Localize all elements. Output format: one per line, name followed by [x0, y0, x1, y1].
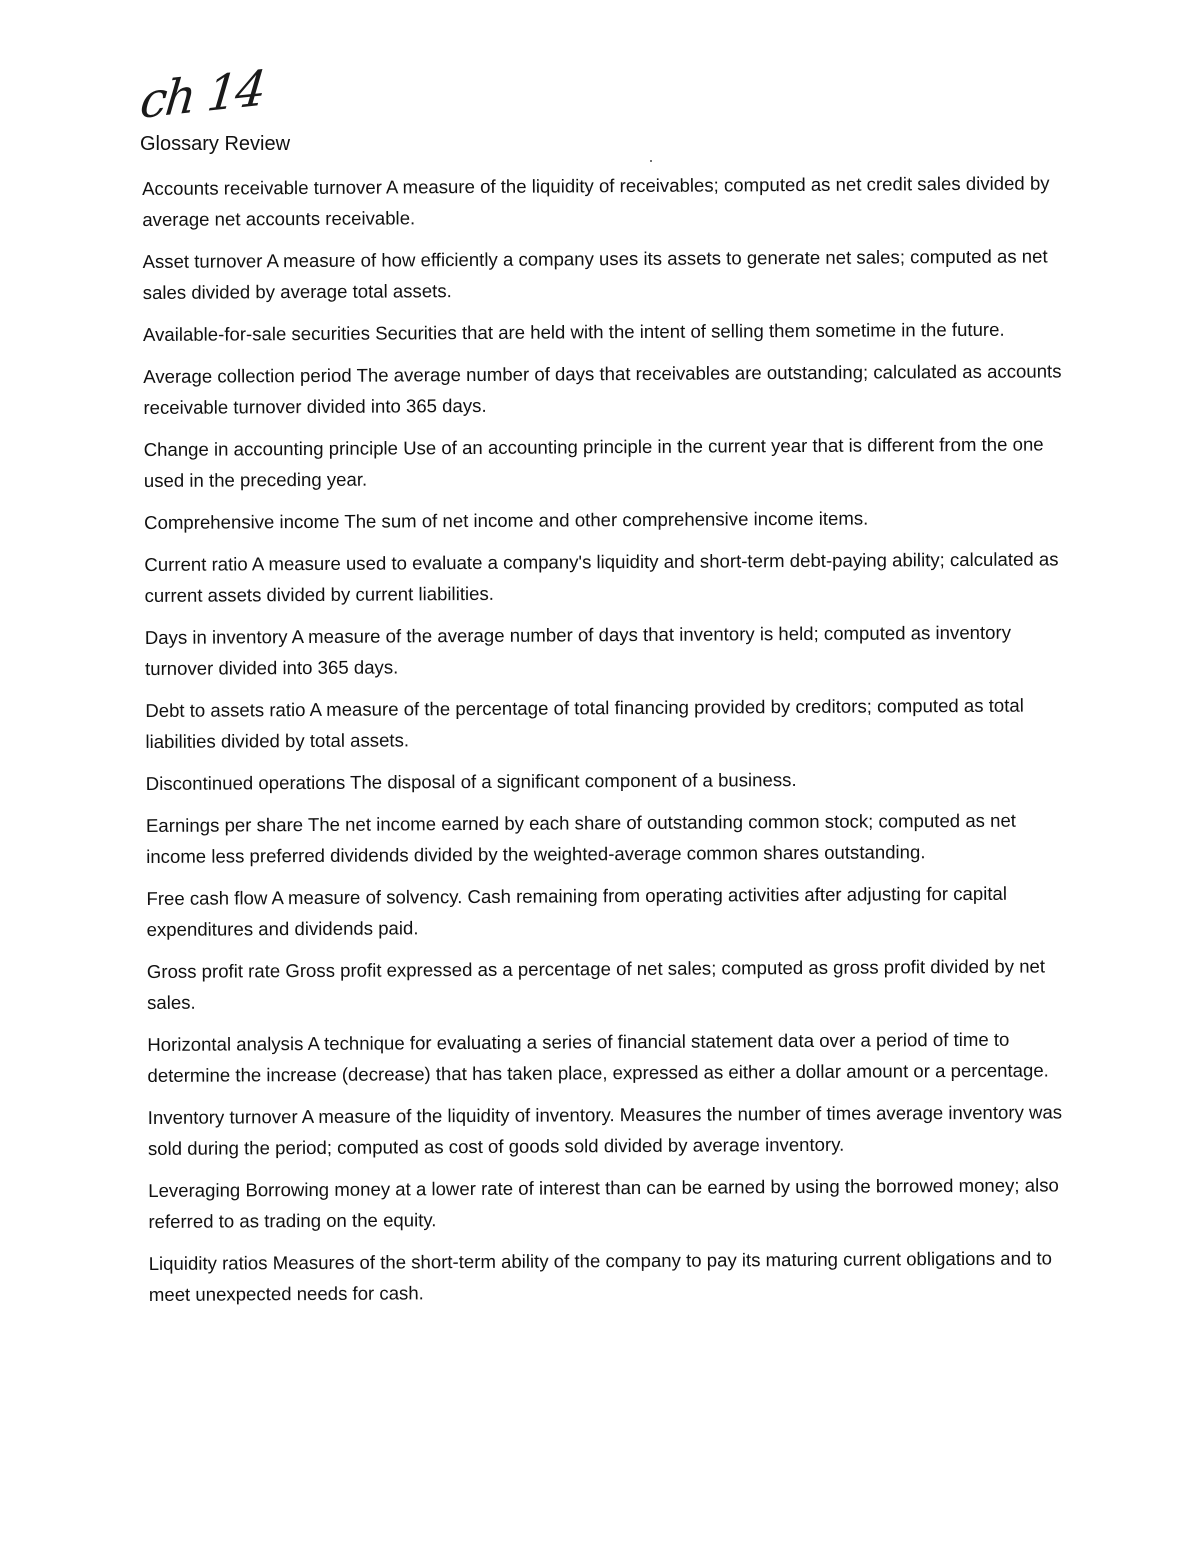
glossary-definition: A measure of the liquidity of receivables; computed as net credit sales divided by average net accounts receivable.: [142, 172, 1050, 230]
glossary-term: Liquidity ratios: [148, 1252, 268, 1274]
glossary-term: Inventory turnover: [147, 1106, 298, 1128]
glossary-definition: A technique for evaluating a series of financial statement data over a period of time to determine the increase (decrease) that has taken place, expressed as either a dollar amount or a percentage.: [147, 1028, 1049, 1086]
glossary-term: Available-for-sale securities: [142, 322, 371, 345]
glossary-definition: The disposal of a significant component of a business.: [350, 769, 797, 793]
glossary-entry: [148, 1096, 1073, 1164]
glossary-definition: The net income earned by each share of outstanding common stock; computed as net income less preferred dividends divided by the weighted-average common shares outstanding.: [146, 809, 1017, 867]
handwritten-chapter-note: ch 14: [137, 60, 268, 131]
glossary-term: Accounts receivable turnover: [142, 176, 382, 199]
glossary-term: Debt to assets ratio: [145, 699, 306, 721]
glossary-definition: A measure of solvency. Cash remaining from operating activities after adjusting for capital expenditures and dividends paid.: [146, 882, 1008, 940]
glossary-definition: A measure of the liquidity of inventory. Measures the number of times average inventory was sold during the period; computed as cost of goods sold divided by average inventory.: [147, 1101, 1063, 1159]
scan-speck: [650, 160, 652, 162]
glossary-term: Current ratio: [144, 553, 248, 575]
glossary-entry: [142, 240, 1067, 308]
glossary-entry: [144, 543, 1069, 611]
glossary-list: [142, 167, 1074, 1321]
glossary-definition: A measure of the average number of days that inventory is held; computed as inventory turnover divided into 365 days.: [144, 621, 1012, 679]
glossary-definition: The sum of net income and other comprehensive income items.: [344, 507, 869, 532]
glossary-entry: [145, 689, 1070, 757]
glossary-definition: A measure of how efficiently a company uses its assets to generate net sales; computed as net sales divided by average total assets.: [142, 245, 1048, 303]
glossary-entry: [144, 501, 1069, 538]
glossary-term: Discontinued operations: [145, 771, 346, 794]
glossary-entry: [144, 428, 1069, 496]
page-title: Glossary Review: [140, 133, 291, 155]
glossary-term: Horizontal analysis: [147, 1033, 304, 1055]
glossary-entry: [145, 616, 1070, 684]
glossary-entry: [149, 1242, 1074, 1310]
glossary-term: Leveraging: [148, 1179, 241, 1201]
glossary-entry: [143, 313, 1068, 350]
glossary-definition: Gross profit expressed as a percentage of net sales; computed as gross profit divided by net sales.: [147, 955, 1046, 1013]
glossary-definition: Securities that are held with the intent of selling them sometime in the future.: [375, 318, 1005, 344]
glossary-entry: [146, 762, 1071, 799]
glossary-entry: [146, 877, 1071, 945]
glossary-definition: A measure used to evaluate a company's liquidity and short-term debt-paying ability; calculated as current assets divided by current liabilities.: [144, 548, 1059, 606]
glossary-definition: Measures of the short-term ability of the company to pay its maturing current obligations and to meet unexpected needs for cash.: [148, 1247, 1053, 1305]
glossary-definition: Borrowing money at a lower rate of interest than can be earned by using the borrowed money; also referred to as trading on the equity.: [148, 1174, 1059, 1232]
glossary-entry: [147, 950, 1072, 1018]
glossary-entry: [147, 1023, 1072, 1091]
glossary-term: Free cash flow: [146, 887, 268, 909]
glossary-entry: [143, 355, 1068, 423]
glossary-term: Asset turnover: [142, 250, 263, 272]
glossary-term: Earnings per share: [145, 814, 304, 836]
glossary-term: Days in inventory: [144, 626, 288, 648]
glossary-definition: Use of an accounting principle in the current year that is different from the one used in the preceding year.: [143, 433, 1044, 491]
glossary-definition: The average number of days that receivables are outstanding; calculated as accounts receivable turnover divided into 365 days.: [143, 360, 1062, 418]
glossary-entry: [142, 167, 1067, 235]
glossary-term: Change in accounting principle: [143, 437, 399, 460]
glossary-term: Gross profit rate: [146, 960, 281, 982]
glossary-definition: A measure of the percentage of total financing provided by creditors; computed as total liabilities divided by total assets.: [145, 694, 1024, 752]
glossary-term: Average collection period: [143, 364, 352, 387]
glossary-entry: [148, 1169, 1073, 1237]
glossary-entry: [146, 804, 1071, 872]
glossary-term: Comprehensive income: [144, 510, 340, 533]
